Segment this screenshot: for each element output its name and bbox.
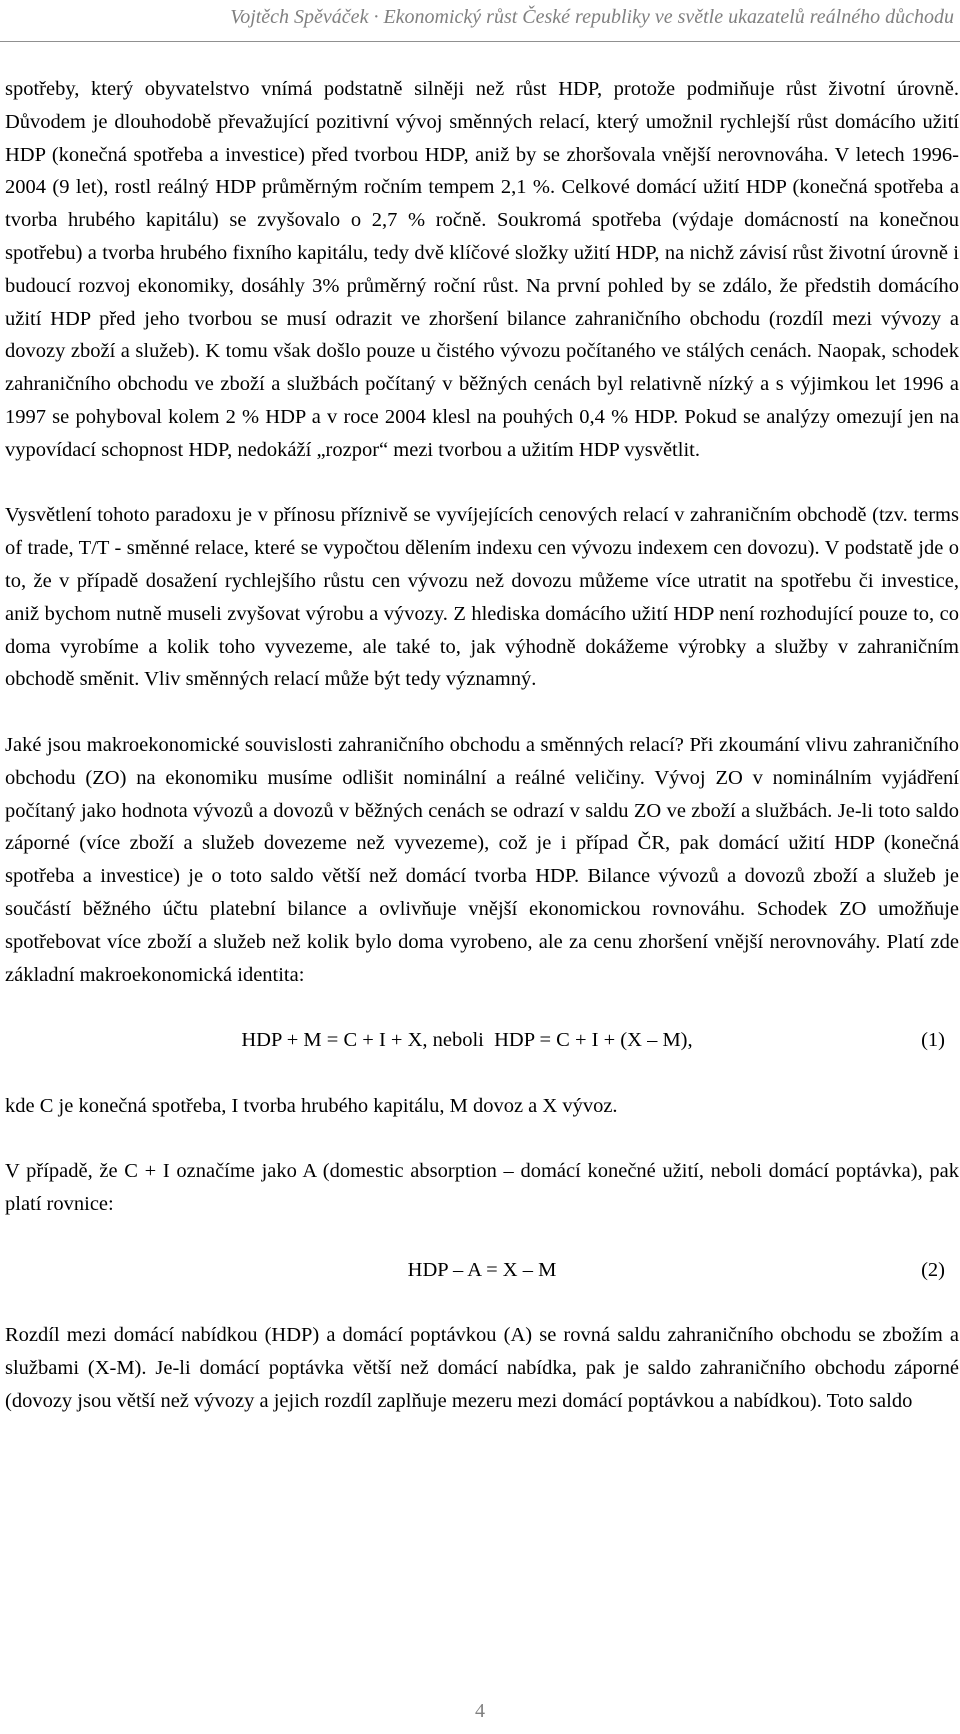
equation-1 (5, 1024, 959, 1057)
equation-1-number: (1) (921, 1029, 945, 1052)
page-number: 4 (475, 1700, 485, 1722)
equation-2-text: HDP – A = X – M (407, 1258, 557, 1281)
paragraph-2: Vysvětlení tohoto paradoxu je v přínosu příznivě se vyvíjejících cenových relací v zahraničním obchodě (tzv. terms of trade, T/T - směnné relace, které se vypočtou dělením indexu cen vývozu indexem cen dovozu). V podstatě jde o to, že v případě dosažení rychlejšího růstu cen vývozu než dovozu můžeme více utratit na spotřebu či investice, aniž bychom nutně museli zvyšovat výrobu a vývozy. Z hlediska domácího užití HDP není rozhodující pouze to, co doma vyrobíme a kolik toho vyvezeme, ale také to, jak výhodně dokážeme výrobky a služby v zahraničním obchodě směnit. Vliv směnných relací může být tedy významný. (5, 504, 959, 691)
paragraph-before-equation-2: V případě, že C + I označíme jako A (domestic absorption – domácí konečné užití, neboli domácí poptávka), pak platí rovnice: (5, 1160, 959, 1216)
header-divider (0, 41, 960, 42)
running-header: Vojtěch Spěváček · Ekonomický růst České republiky ve světle ukazatelů reálného důchodu (230, 6, 954, 28)
equation-2-number: (2) (921, 1258, 945, 1281)
closing-paragraph: Rozdíl mezi domácí nabídkou (HDP) a domácí poptávkou (A) se rovná saldu zahraničního obchodu se zbožím a službami (X-M). Je-li domácí poptávka větší než domácí nabídka, pak je saldo zahraničního obchodu záporné (dovozy jsou větší než vývozy a jejich rozdíl zaplňuje mezeru mezi domácí poptávkou a nabídkou). Toto saldo (5, 1324, 959, 1412)
paragraph-3: Jaké jsou makroekonomické souvislosti zahraničního obchodu a směnných relací? Při zkoumání vlivu zahraničního obchodu (ZO) na ekonomiku musíme odlišit nominální a reálné veličiny. Vývoj ZO v nominálním vyjádření počítaný jako hodnota vývozů a dovozů v běžných cenách se odrazí v saldu ZO ve zboží a službách. Je-li toto saldo záporné (více zboží a služeb dovezeme než vyvezeme), což je i případ ČR, pak domácí užití HDP (konečná spotřeba a investice) je o toto saldo větší než domácí tvorba HDP. Bilance vývozů a dovozů zboží a služeb je součástí běžného účtu platební bilance a ovlivňuje vnější ekonomickou rovnováhu. Schodek ZO umožňuje spotřebovat více zboží a služeb než kolik bylo doma vyrobeno, ale za cenu zhoršení vnější nerovnováhy. Platí zde základní makroekonomická identita: (5, 733, 959, 986)
equation-2 (5, 1254, 959, 1287)
equation-1-text: HDP + M = C + I + X, neboli HDP = C + I + (X – M), (241, 1029, 693, 1052)
paragraph-after-equation-1: kde C je konečná spotřeba, I tvorba hrubého kapitálu, M dovoz a X vývoz. (5, 1094, 618, 1117)
page-body (5, 73, 959, 1418)
paragraph-1: spotřeby, který obyvatelstvo vnímá podstatně silněji než růst HDP, protože podmiňuje růst životní úrovně. Důvodem je dlouhodobě převažující pozitivní vývoj směnných relací, který umožnil rychlejší růst domácího užití HDP (konečná spotřeba a investice) před tvorbou HDP, aniž by se zhoršovala vnější nerovnováha. V letech 1996-2004 (9 let), rostl reálný HDP průměrným ročním tempem 2,1 %. Celkové domácí užití HDP (konečná spotřeba a tvorba hrubého kapitálu) se zvyšovalo o 2,7 % ročně. Soukromá spotřeba (výdaje domácností na konečnou spotřebu) a tvorba hrubého fixního kapitálu, tedy dvě klíčové složky užití HDP, na nichž závisí růst životní úrovně i budoucí rozvoj ekonomiky, dosáhly 3% průměrný roční růst. Na první pohled by se zdálo, že předstih domácího užití HDP před jeho tvorbou se musí odrazit ve zhoršení bilance zahraničního obchodu (rozdíl mezi vývozy a dovozy zboží a služeb). K tomu však došlo pouze u čistého vývozu počítaného ve stálých cenách. Naopak, schodek zahraničního obchodu ve zboží a službách počítaný v běžných cenách byl relativně nízký a s výjimkou let 1996 a 1997 se pohyboval kolem 2 % HDP a v roce 2004 klesl na pouhých 0,4 % HDP. Pokud se analýzy omezují jen na vypovídací schopnost HDP, nedokáží „rozpor“ mezi tvorbou a užitím HDP vysvětlit. (5, 78, 959, 461)
